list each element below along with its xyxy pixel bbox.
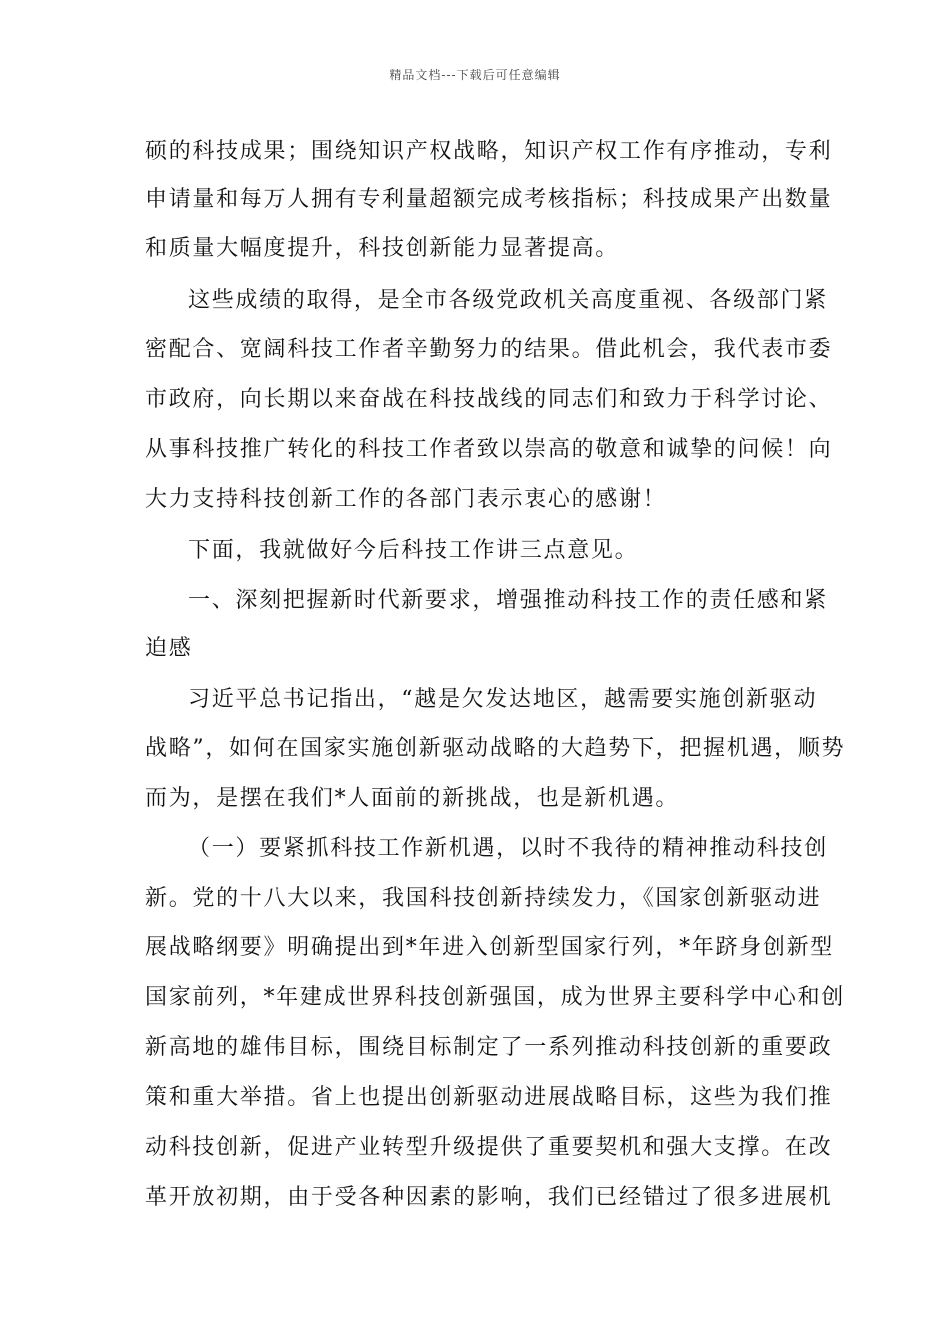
text-line: 硕的科技成果；围绕知识产权战略，知识产权工作有序推动，专利: [145, 139, 833, 164]
section-heading-continued: 迫感: [145, 636, 193, 661]
text-line: 从事科技推广转化的科技工作者致以崇高的敬意和诚挚的问候！向: [145, 437, 833, 462]
text-line: 而为，是摆在我们*人面前的新挑战，也是新机遇。: [145, 786, 680, 811]
text-line: 和质量大幅度提升，科技创新能力显著提高。: [145, 236, 620, 261]
paragraph-first-line: 下面，我就做好今后科技工作讲三点意见。: [188, 538, 639, 563]
text-line: 战略”，如何在国家实施创新驱动战略的大趋势下，把握机遇，顺势: [145, 736, 846, 761]
text-line: 大力支持科技创新工作的各部门表示衷心的感谢！: [145, 487, 667, 512]
text-line: 动科技创新，促进产业转型升级提供了重要契机和强大支撑。在改: [145, 1135, 833, 1160]
text-line: 密配合、宽阔科技工作者辛勤努力的结果。借此机会，我代表市委: [145, 337, 833, 362]
text-line: 新。党的十八大以来，我国科技创新持续发力，《国家创新驱动进: [145, 886, 822, 911]
text-line: 市政府，向长期以来奋战在科技战线的同志们和致力于科学讨论、: [145, 387, 833, 412]
text-line: 革开放初期，由于受各种因素的影响，我们已经错过了很多进展机: [145, 1185, 833, 1210]
page-header: 精品文档---下载后可任意编辑: [389, 68, 561, 82]
text-line: 策和重大举措。省上也提出创新驱动进展战略目标，这些为我们推: [145, 1085, 833, 1110]
text-line: 展战略纲要》明确提出到*年进入创新型国家行列，*年跻身创新型: [145, 935, 835, 960]
paragraph-first-line: （一）要紧抓科技工作新机遇，以时不我待的精神推动科技创: [188, 836, 828, 861]
text-line: 新高地的雄伟目标，围绕目标制定了一系列推动科技创新的重要政: [145, 1035, 833, 1060]
text-line: 国家前列，*年建成世界科技创新强国，成为世界主要科学中心和创: [145, 985, 846, 1010]
text-line: 申请量和每万人拥有专利量超额完成考核指标；科技成果产出数量: [145, 187, 833, 212]
section-heading: 一、深刻把握新时代新要求，增强推动科技工作的责任感和紧: [188, 588, 828, 613]
paragraph-first-line: 这些成绩的取得，是全市各级党政机关高度重视、各级部门紧: [188, 288, 828, 313]
paragraph-first-line: 习近平总书记指出，“越是欠发达地区，越需要实施创新驱动: [188, 687, 818, 712]
